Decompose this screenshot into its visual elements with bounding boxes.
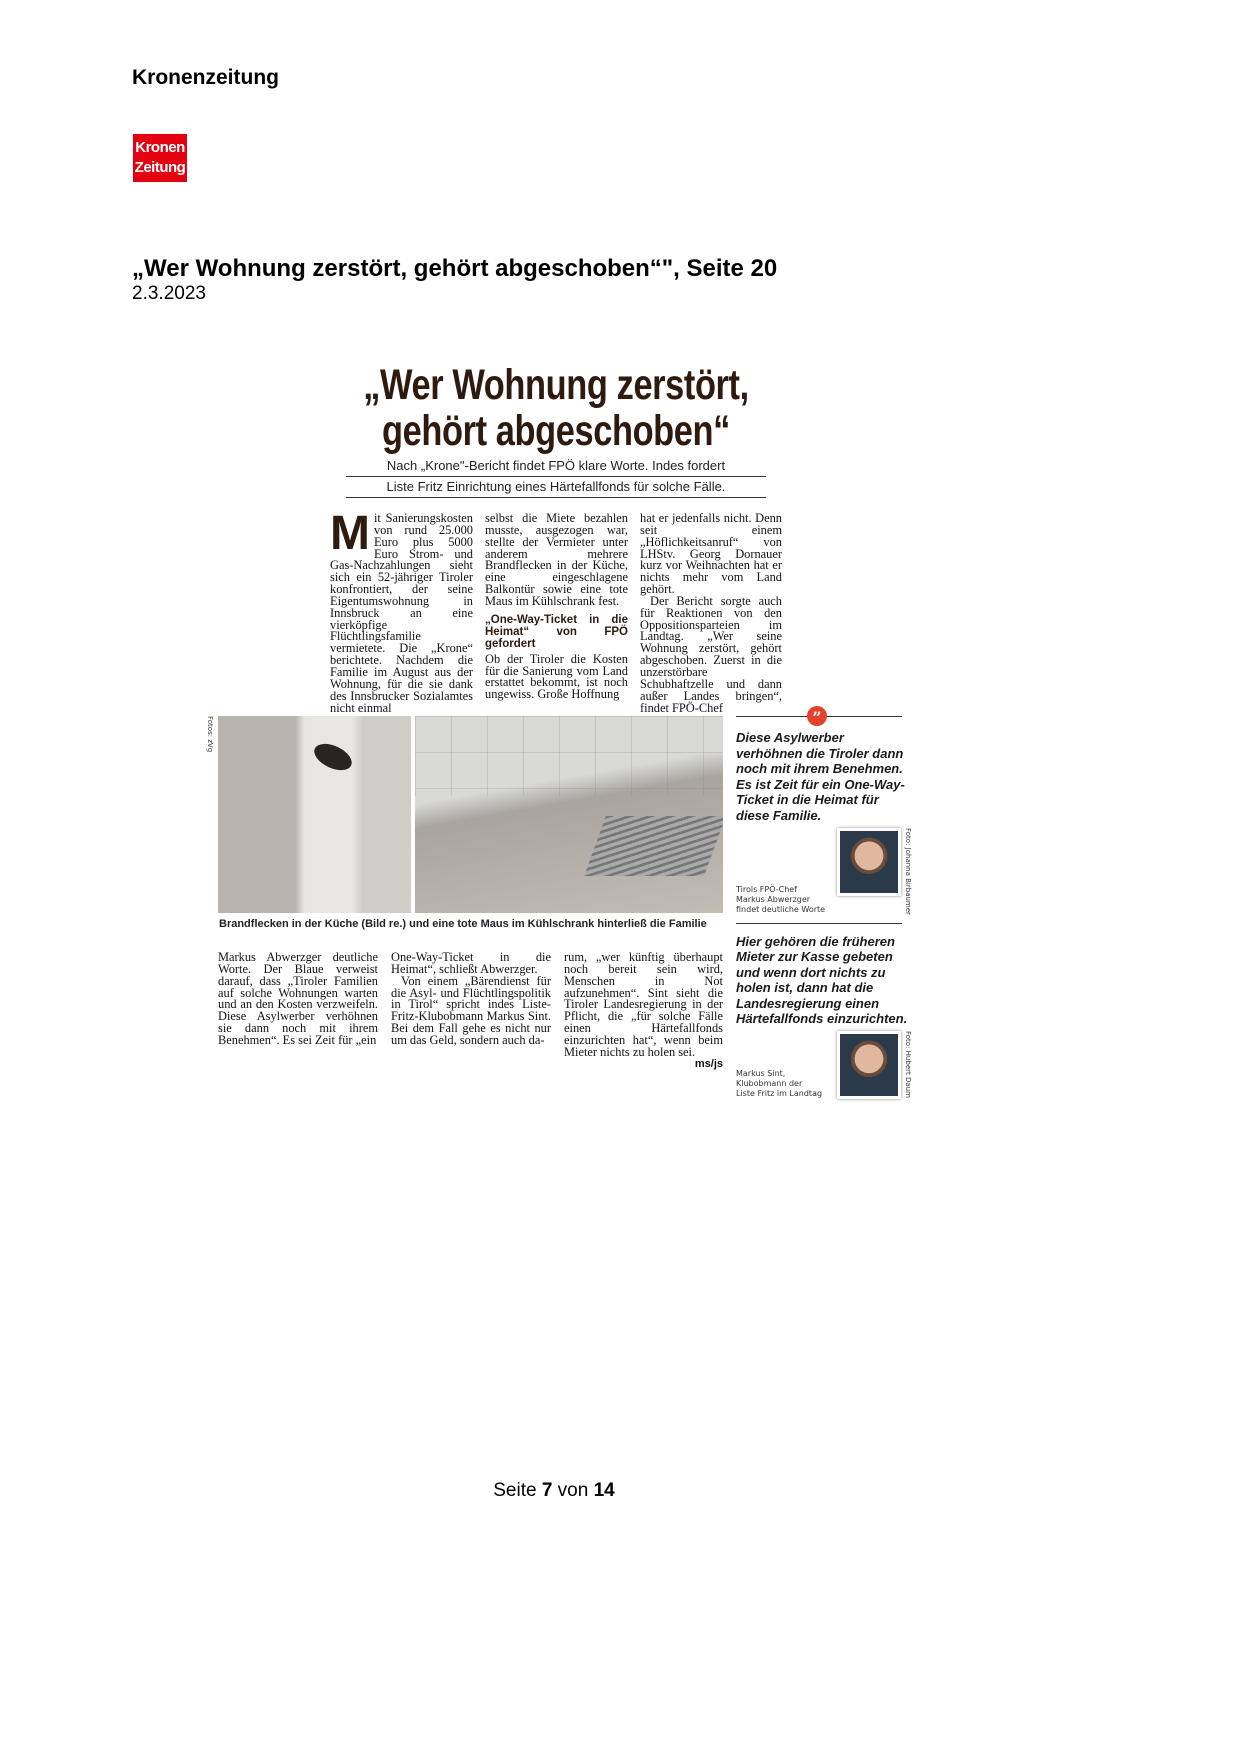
headline-line2: gehört abgeschoben“ bbox=[382, 407, 730, 455]
column-2 bbox=[485, 513, 628, 701]
bottom-column-2-text-b: Von einem „Bärendienst für die Asyl- und Flüchtlingspolitik in Tirol“ spricht indes Liste-Fritz-Klubobmann Markus Sint. Bei dem Fall gehe es nicht nur um das Geld, sondern auch da- bbox=[391, 973, 551, 1047]
source-line: Markus Sint, bbox=[736, 1069, 786, 1079]
quote-mark-icon: ” bbox=[807, 706, 827, 726]
bottom-column-3-text: rum, „wer künftig überhaupt noch bereit sein wird, Menschen in Not aufzunehmen“. Sint sieht die Tiroler Landesregierung in der Pflicht, die „für solche Fälle einen Härtefallfonds einzurichten hat“, wenn beim Mieter nichts zu holen sei. bbox=[564, 950, 723, 1059]
document-title: „Wer Wohnung zerstört, gehört abgeschoben“", Seite 20 bbox=[132, 255, 778, 282]
column-2-text-a: selbst die Miete bezahlen musste, ausgezogen war, stellte der Vermieter unter anderem mehrere Brandflecken in der Küche, eine eingeschlagene Balkontür sowie eine tote Maus im Kühlschrank fest. bbox=[485, 511, 628, 608]
portrait-sint-wrap bbox=[837, 1031, 912, 1099]
photo-caption: Brandflecken in der Küche (Bild re.) und eine tote Maus im Kühlschrank hinterließ die Familie bbox=[219, 918, 707, 930]
total-pages: 14 bbox=[593, 1480, 615, 1501]
kronen-zeitung-logo bbox=[133, 134, 187, 182]
column-3 bbox=[640, 513, 782, 714]
sink-drainboard bbox=[584, 816, 723, 876]
source-line: findet deutliche Worte bbox=[736, 904, 826, 914]
quote-sidebar bbox=[736, 706, 912, 1099]
article-subhead: „One-Way-Ticket in die Heimat“ von FPÖ gefordert bbox=[485, 613, 628, 650]
portrait-credit: Foto: Hubert Daum bbox=[904, 1031, 912, 1098]
photo-kitchen bbox=[415, 716, 723, 913]
photo-dead-mouse bbox=[218, 716, 411, 913]
source-line: Klubobmann der bbox=[736, 1079, 803, 1089]
source-line: Markus Abwerzger bbox=[736, 894, 811, 904]
quote-abwerzger-source bbox=[736, 885, 825, 915]
bottom-column-2 bbox=[391, 952, 551, 1047]
portrait-sint bbox=[837, 1031, 901, 1099]
article-subheadline bbox=[346, 456, 766, 498]
current-page: 7 bbox=[541, 1480, 553, 1501]
source-line: Tirols FPÖ-Chef bbox=[736, 884, 798, 894]
logo-line2: Zeitung bbox=[134, 159, 186, 176]
column-1 bbox=[330, 507, 473, 715]
footer-prefix: Seite bbox=[493, 1480, 542, 1501]
quote-sint-source bbox=[736, 1069, 822, 1099]
source-line: Liste Fritz im Landtag bbox=[736, 1089, 823, 1099]
quote-abwerzger-attribution bbox=[736, 828, 912, 915]
column-3-text-b: Der Bericht sorgte auch für Reaktionen von den Oppositionsparteien im Landtag. „Wer seine Wohnung zerstört, gehört abgeschoben. Zuerst in die unzerstörbare Schubhaftzelle und dann außer Landes bringen“, findet FPÖ-Chef bbox=[640, 593, 782, 715]
portrait-credit: Foto: Johanna Birbaumer bbox=[904, 827, 912, 915]
portrait-abwerzger-wrap bbox=[837, 828, 912, 915]
bottom-column-1-text: Markus Abwerzger deutliche Worte. Der Blaue verweist darauf, dass „Tiroler Familien auf solche Wohnungen warten und an den Kosten verzweifeln. Diese Asylwerber verhöhnen sie dann noch mit ihrem Benehmen“. Es sei Zeit für „ein bbox=[218, 950, 378, 1047]
quote-abwerzger: Diese Asylwerber verhöhnen die Tiroler dann noch mit ihrem Benehmen. Es ist Zeit für ein One-Way-Ticket in die Heimat für diese Familie. bbox=[736, 730, 905, 823]
author-initials: ms/js bbox=[694, 1057, 723, 1070]
footer-mid: von bbox=[552, 1480, 594, 1501]
sub-line1: Nach „Krone"-Bericht findet FPÖ klare Worte. Indes fordert bbox=[346, 456, 766, 477]
document-date: 2.3.2023 bbox=[132, 283, 206, 304]
quote-sint: Hier gehören die früheren Mieter zur Kasse gebeten und wenn dort nichts zu holen ist, dann hat die Landesregierung einen Härtefallfonds einzurichten. bbox=[736, 933, 908, 1027]
bottom-column-3 bbox=[564, 952, 723, 1070]
bottom-column-1 bbox=[218, 952, 378, 1047]
drop-cap: M bbox=[330, 507, 370, 560]
photo-credit: Fotos: zVg bbox=[206, 716, 214, 753]
column-2-text-b: Ob der Tiroler die Kosten für die Sanierung vom Land erstattet bekommt, ist noch ungewiss. Große Hoffnung bbox=[485, 651, 628, 702]
source-name: Kronenzeitung bbox=[132, 66, 279, 89]
tile-wall bbox=[415, 716, 723, 796]
portrait-abwerzger bbox=[837, 828, 901, 896]
quote-sint-attribution bbox=[736, 1031, 912, 1099]
column-1-text: it Sanierungskosten von rund 25.000 Euro plus 5000 Euro Strom- und Gas-Nachzahlungen sieht sich ein 52-jähriger Tiroler konfrontiert, der seine Eigentumswohnung in Innsbruck an eine vierköpfige Flüchtlingsfamilie vermietete. Die „Krone“ berichtete. Nachdem die Familie im August aus der Wohnung, für die sie dank des Innsbrucker Sozialamtes nicht einmal bbox=[330, 511, 473, 715]
quote-header bbox=[736, 706, 912, 726]
headline-line1: „Wer Wohnung zerstört, bbox=[363, 361, 749, 409]
sub-line2: Liste Fritz Einrichtung eines Härtefallfonds für solche Fälle. bbox=[346, 477, 766, 498]
quote-divider bbox=[736, 923, 902, 924]
article-headline bbox=[316, 362, 796, 454]
page-footer bbox=[0, 1480, 1108, 1502]
mouse-shape bbox=[310, 739, 356, 776]
logo-line1: Kronen bbox=[135, 139, 185, 156]
column-3-text-a: hat er jedenfalls nicht. Denn seit einem „Höflichkeitsanruf“ von LHStv. Georg Dornauer kurz vor Weihnachten hat er nichts mehr vom Land gehört. bbox=[640, 511, 782, 597]
bottom-column-2-text-a: One-Way-Ticket in die Heimat“, schließt Abwerzger. bbox=[391, 950, 551, 976]
